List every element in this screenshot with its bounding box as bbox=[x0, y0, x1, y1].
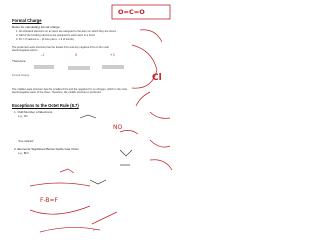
page-number: 3 bbox=[93, 229, 95, 232]
octet-exceptions-title: Exceptions to the Octet Rule (8.7) bbox=[12, 103, 79, 108]
top-ink-formula: O=C=O bbox=[118, 8, 145, 16]
formal-charge-title: Formal Charge bbox=[12, 18, 42, 23]
dark-ink-structures bbox=[80, 115, 132, 184]
no-annotation: NO bbox=[113, 124, 123, 131]
fc-zero-label: 0 bbox=[75, 53, 78, 57]
rule-2: 2. Half of the bonding electrons are assigned to each atom in a bond. bbox=[16, 34, 96, 37]
therefore-label: Therefore: bbox=[12, 59, 27, 63]
cl-annotation: Cl bbox=[152, 73, 162, 83]
below-octet-item: 2. Elements Significant Below Noble Gas Octet bbox=[14, 147, 79, 151]
odd-electrons-example: e.g., NO bbox=[18, 115, 28, 118]
rule-3: 3. FC = # valence e- - (# lone pair e- + # of bonds) bbox=[16, 38, 74, 41]
lewis-structures bbox=[34, 66, 124, 69]
free-radicals-label: "free radicals" bbox=[18, 140, 34, 143]
odd-electrons-item: 1. Odd Number of Electrons bbox=[14, 110, 53, 114]
rule-1: 1. All unshared electrons on an atom are assigned to the atom on which they are found. bbox=[16, 30, 117, 33]
fc-minus-label: -1 bbox=[41, 53, 45, 57]
formal-charge-caption: Formal Charge bbox=[12, 74, 30, 77]
preferred-structure-text: The preferred Lewis structure has the fewest FCs and any negative FCs on the most electronegative atoms. bbox=[12, 46, 110, 53]
below-octet-example: e.g., BF3 bbox=[18, 152, 29, 155]
bf3-annotation: F-B=F bbox=[40, 197, 58, 204]
middle-structure-text: The middle Lewis structure has the smallest FCs and the negative FC on nitrogen, which is the most electronegative atom of the three. Therefore, the middle structure is preferred. bbox=[12, 88, 128, 95]
rules-intro: Rules for calculating formal charge: bbox=[12, 25, 61, 29]
fc-plus-label: +1 bbox=[110, 53, 115, 57]
